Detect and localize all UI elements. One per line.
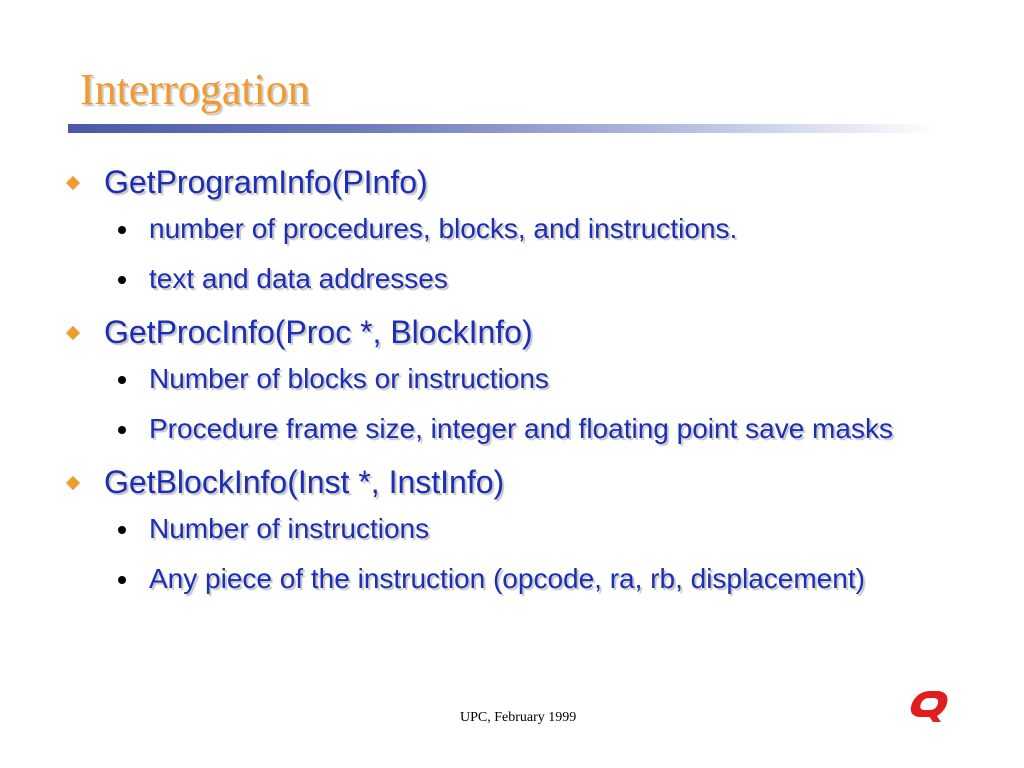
bullet-level2-item [0, 260, 1024, 298]
bullet-level2-item [0, 210, 1024, 248]
diamond-bullet-icon [66, 476, 80, 490]
bullet-level1-item [0, 160, 1024, 204]
bullet-level2-item [0, 510, 1024, 548]
bullet-text: GetProgramInfo(PInfo) [104, 164, 428, 200]
dot-bullet-icon [118, 376, 126, 384]
slide-body [0, 160, 1024, 610]
dot-bullet-icon [118, 526, 126, 534]
bullet-level1-item [0, 310, 1024, 354]
bullet-level2-item [0, 360, 1024, 398]
bullet-level1-item [0, 460, 1024, 504]
slide-footer: UPC, February 1999 [460, 710, 577, 725]
dot-bullet-icon [118, 276, 126, 284]
sub-bullet-text: Procedure frame size, integer and floating point save masks [149, 413, 893, 444]
sub-bullet-text: Number of blocks or instructions [149, 363, 549, 394]
sub-bullet-text: Any piece of the instruction (opcode, ra, rb, displacement) [149, 563, 865, 594]
sub-bullet-text: text and data addresses [149, 263, 448, 294]
slide-title: Interrogation [80, 65, 310, 114]
diamond-bullet-icon [66, 176, 80, 190]
title-underline-bar [68, 124, 938, 133]
compaq-q-logo-icon [904, 688, 950, 724]
bullet-level2-item [0, 410, 1024, 448]
dot-bullet-icon [118, 226, 126, 234]
dot-bullet-icon [118, 426, 126, 434]
diamond-bullet-icon [66, 326, 80, 340]
bullet-text: GetProcInfo(Proc *, BlockInfo) [104, 314, 533, 350]
sub-bullet-text: Number of instructions [149, 513, 430, 544]
dot-bullet-icon [118, 576, 126, 584]
bullet-text: GetBlockInfo(Inst *, InstInfo) [104, 464, 505, 500]
sub-bullet-text: number of procedures, blocks, and instructions. [149, 213, 738, 244]
bullet-level2-item [0, 560, 1024, 598]
